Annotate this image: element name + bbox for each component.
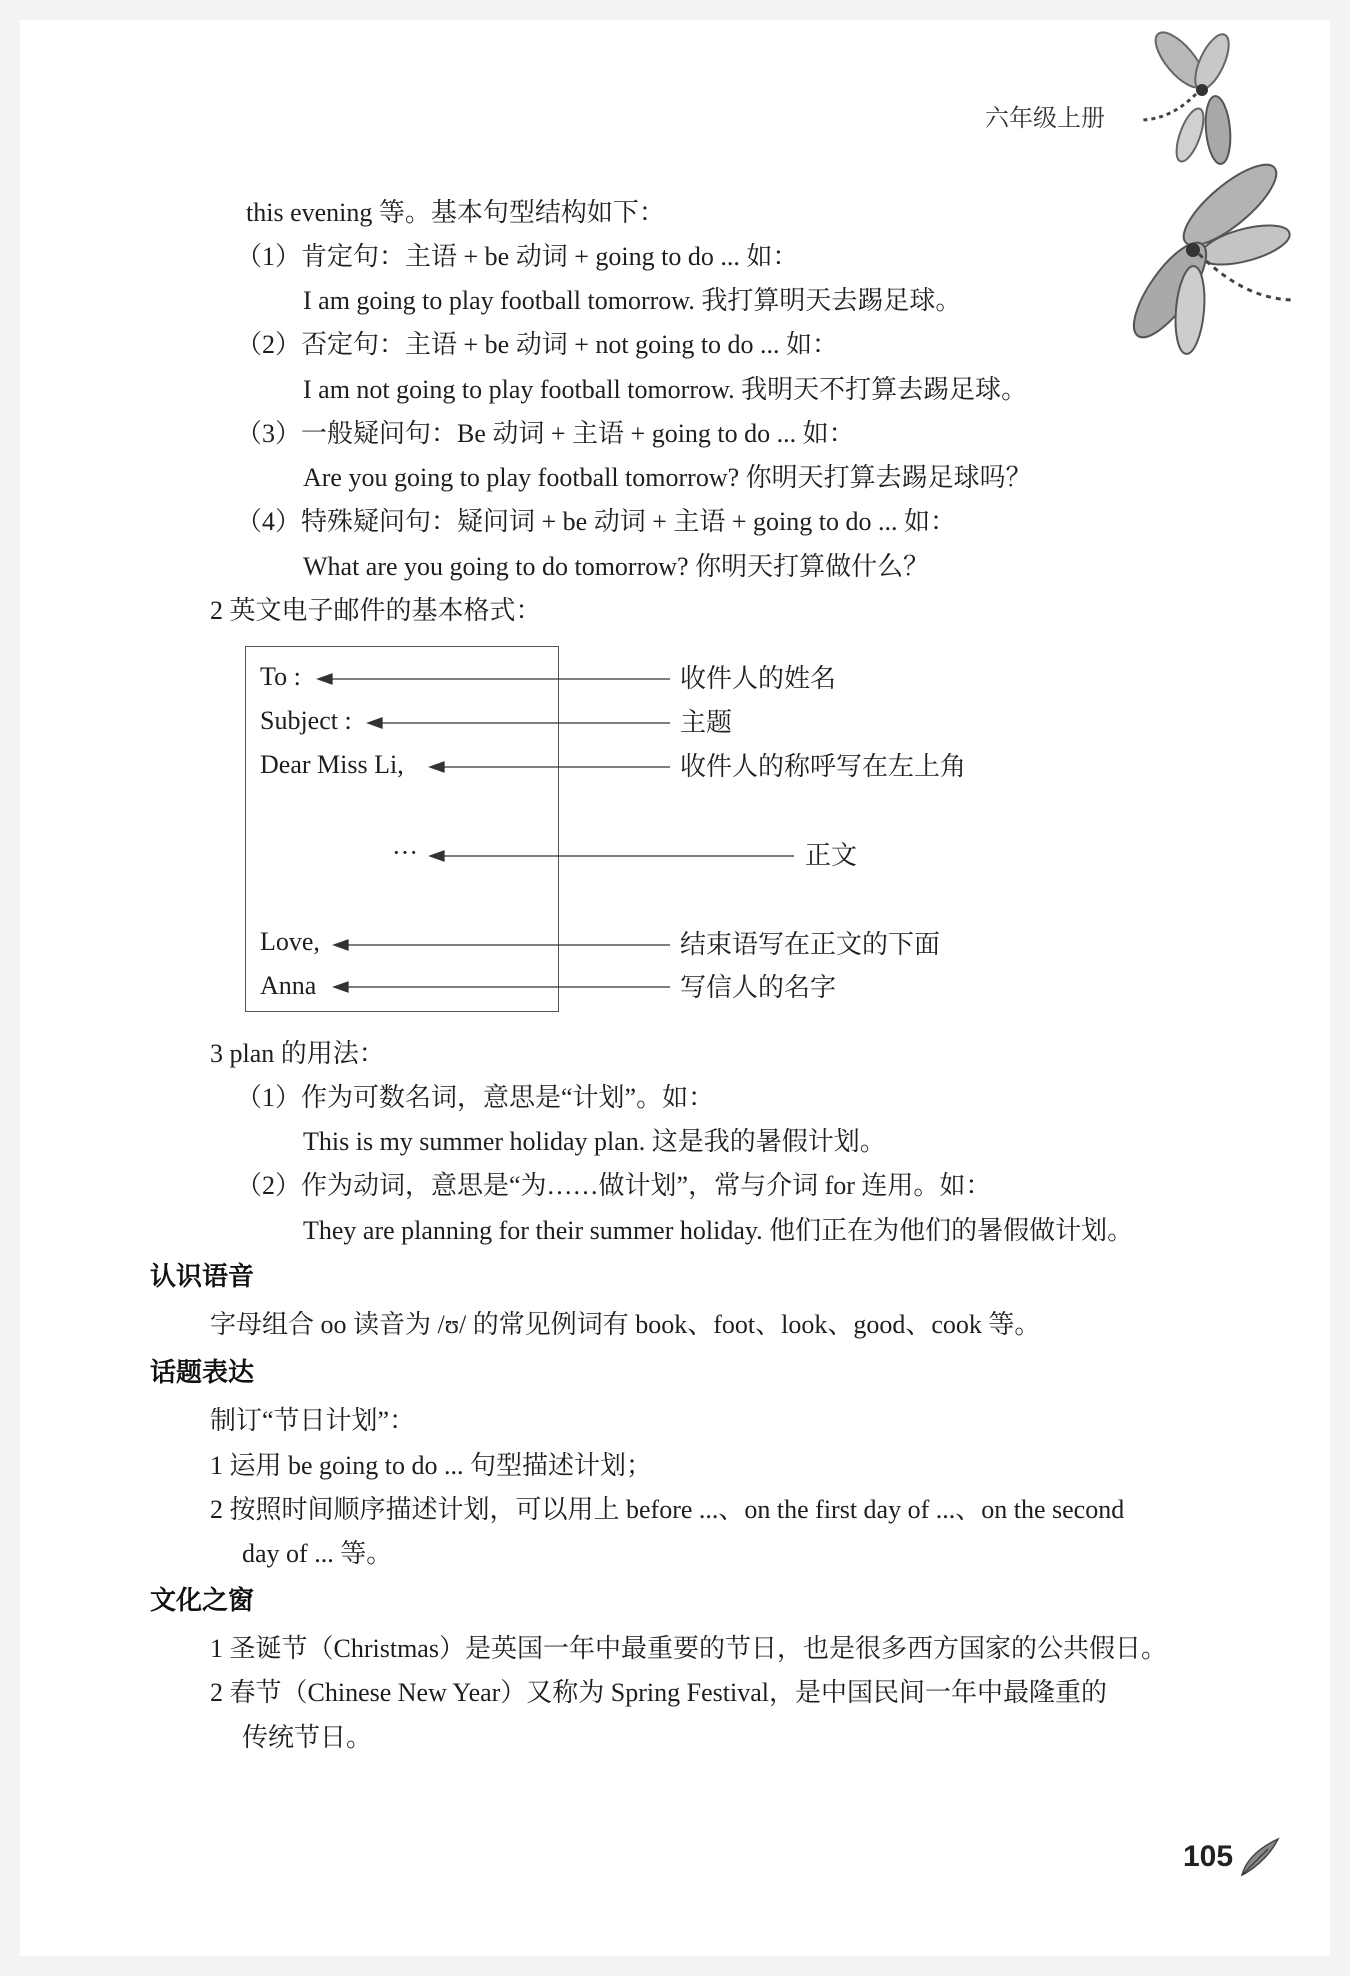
topic-item-2b: day of ... 等。 [242, 1539, 393, 1568]
email-right-signature: 写信人的名字 [680, 973, 837, 1002]
email-left-body: ··· [392, 838, 418, 867]
email-right-recipient: 收件人的姓名 [680, 664, 837, 693]
text-line-2: （1）肯定句：主语 + be 动词 + going to do ... 如： [236, 242, 799, 271]
text-line-5: I am not going to play football tomorrow. 我明天不打算去踢足球。 [303, 375, 1028, 404]
text-line-8: （4）特殊疑问句：疑问词 + be 动词 + 主语 + going to do ... 如： [236, 507, 956, 536]
text-line-3: I am going to play football tomorrow. 我打算明天去踢足球。 [303, 286, 962, 315]
text-line-14: （2）作为动词，意思是“为……做计划”，常与介词 for 连用。如： [236, 1171, 992, 1200]
topic-item-1: 1 运用 be going to do ... 句型描述计划； [210, 1451, 652, 1480]
phonics-text: 字母组合 oo 读音为 /ʊ/ 的常见例词有 book、foot、look、good、cook 等。 [210, 1310, 1041, 1339]
page-number: 105 [1183, 1840, 1234, 1873]
culture-item-2b: 传统节日。 [242, 1723, 373, 1752]
text-line-11: 3 plan 的用法： [210, 1039, 385, 1068]
text-line-13: This is my summer holiday plan. 这是我的暑假计划。 [303, 1127, 886, 1156]
grade-label: 六年级上册 [985, 104, 1105, 132]
text-line-6: （3）一般疑问句：Be 动词 + 主语 + going to do ... 如： [236, 419, 855, 448]
topic-item-2a: 2 按照时间顺序描述计划，可以用上 before ...、on the first day of ...、on the second [210, 1495, 1125, 1524]
culture-item-1: 1 圣诞节（Christmas）是英国一年中最重要的节日，也是很多西方国家的公共假日。 [210, 1634, 1167, 1663]
email-right-body: 正文 [805, 841, 858, 870]
text-line-9: What are you going to do tomorrow? 你明天打算做什么？ [303, 552, 930, 581]
topic-intro: 制订“节日计划”： [210, 1406, 416, 1435]
text-line-12: （1）作为可数名词，意思是“计划”。如： [236, 1083, 715, 1112]
text-line-15: They are planning for their summer holiday. 他们正在为他们的暑假做计划。 [303, 1216, 1134, 1245]
topic-heading: 话题表达 [150, 1358, 255, 1388]
text-line-1: this evening 等。基本句型结构如下： [246, 198, 665, 227]
text-line-7: Are you going to play football tomorrow? 你明天打算去踢足球吗？ [303, 463, 1032, 492]
email-right-subject: 主题 [680, 708, 733, 737]
email-right-closing: 结束语写在正文的下面 [680, 930, 941, 959]
email-left-closing: Love, [260, 927, 320, 956]
culture-heading: 文化之窗 [150, 1586, 255, 1616]
email-left-to: To : [260, 662, 301, 691]
email-left-signature: Anna [260, 971, 317, 1000]
culture-item-2a: 2 春节（Chinese New Year）又称为 Spring Festival，是中国民间一年中最隆重的 [210, 1678, 1107, 1707]
email-left-subject: Subject : [260, 706, 352, 735]
email-right-greeting: 收件人的称呼写在左上角 [680, 752, 967, 781]
email-left-greeting: Dear Miss Li, [260, 750, 404, 779]
text-line-4: （2）否定句：主语 + be 动词 + not going to do ... 如： [236, 330, 839, 359]
phonics-heading: 认识语音 [150, 1262, 255, 1292]
feather-icon [1238, 1835, 1282, 1879]
text-line-10: 2 英文电子邮件的基本格式： [210, 596, 542, 625]
